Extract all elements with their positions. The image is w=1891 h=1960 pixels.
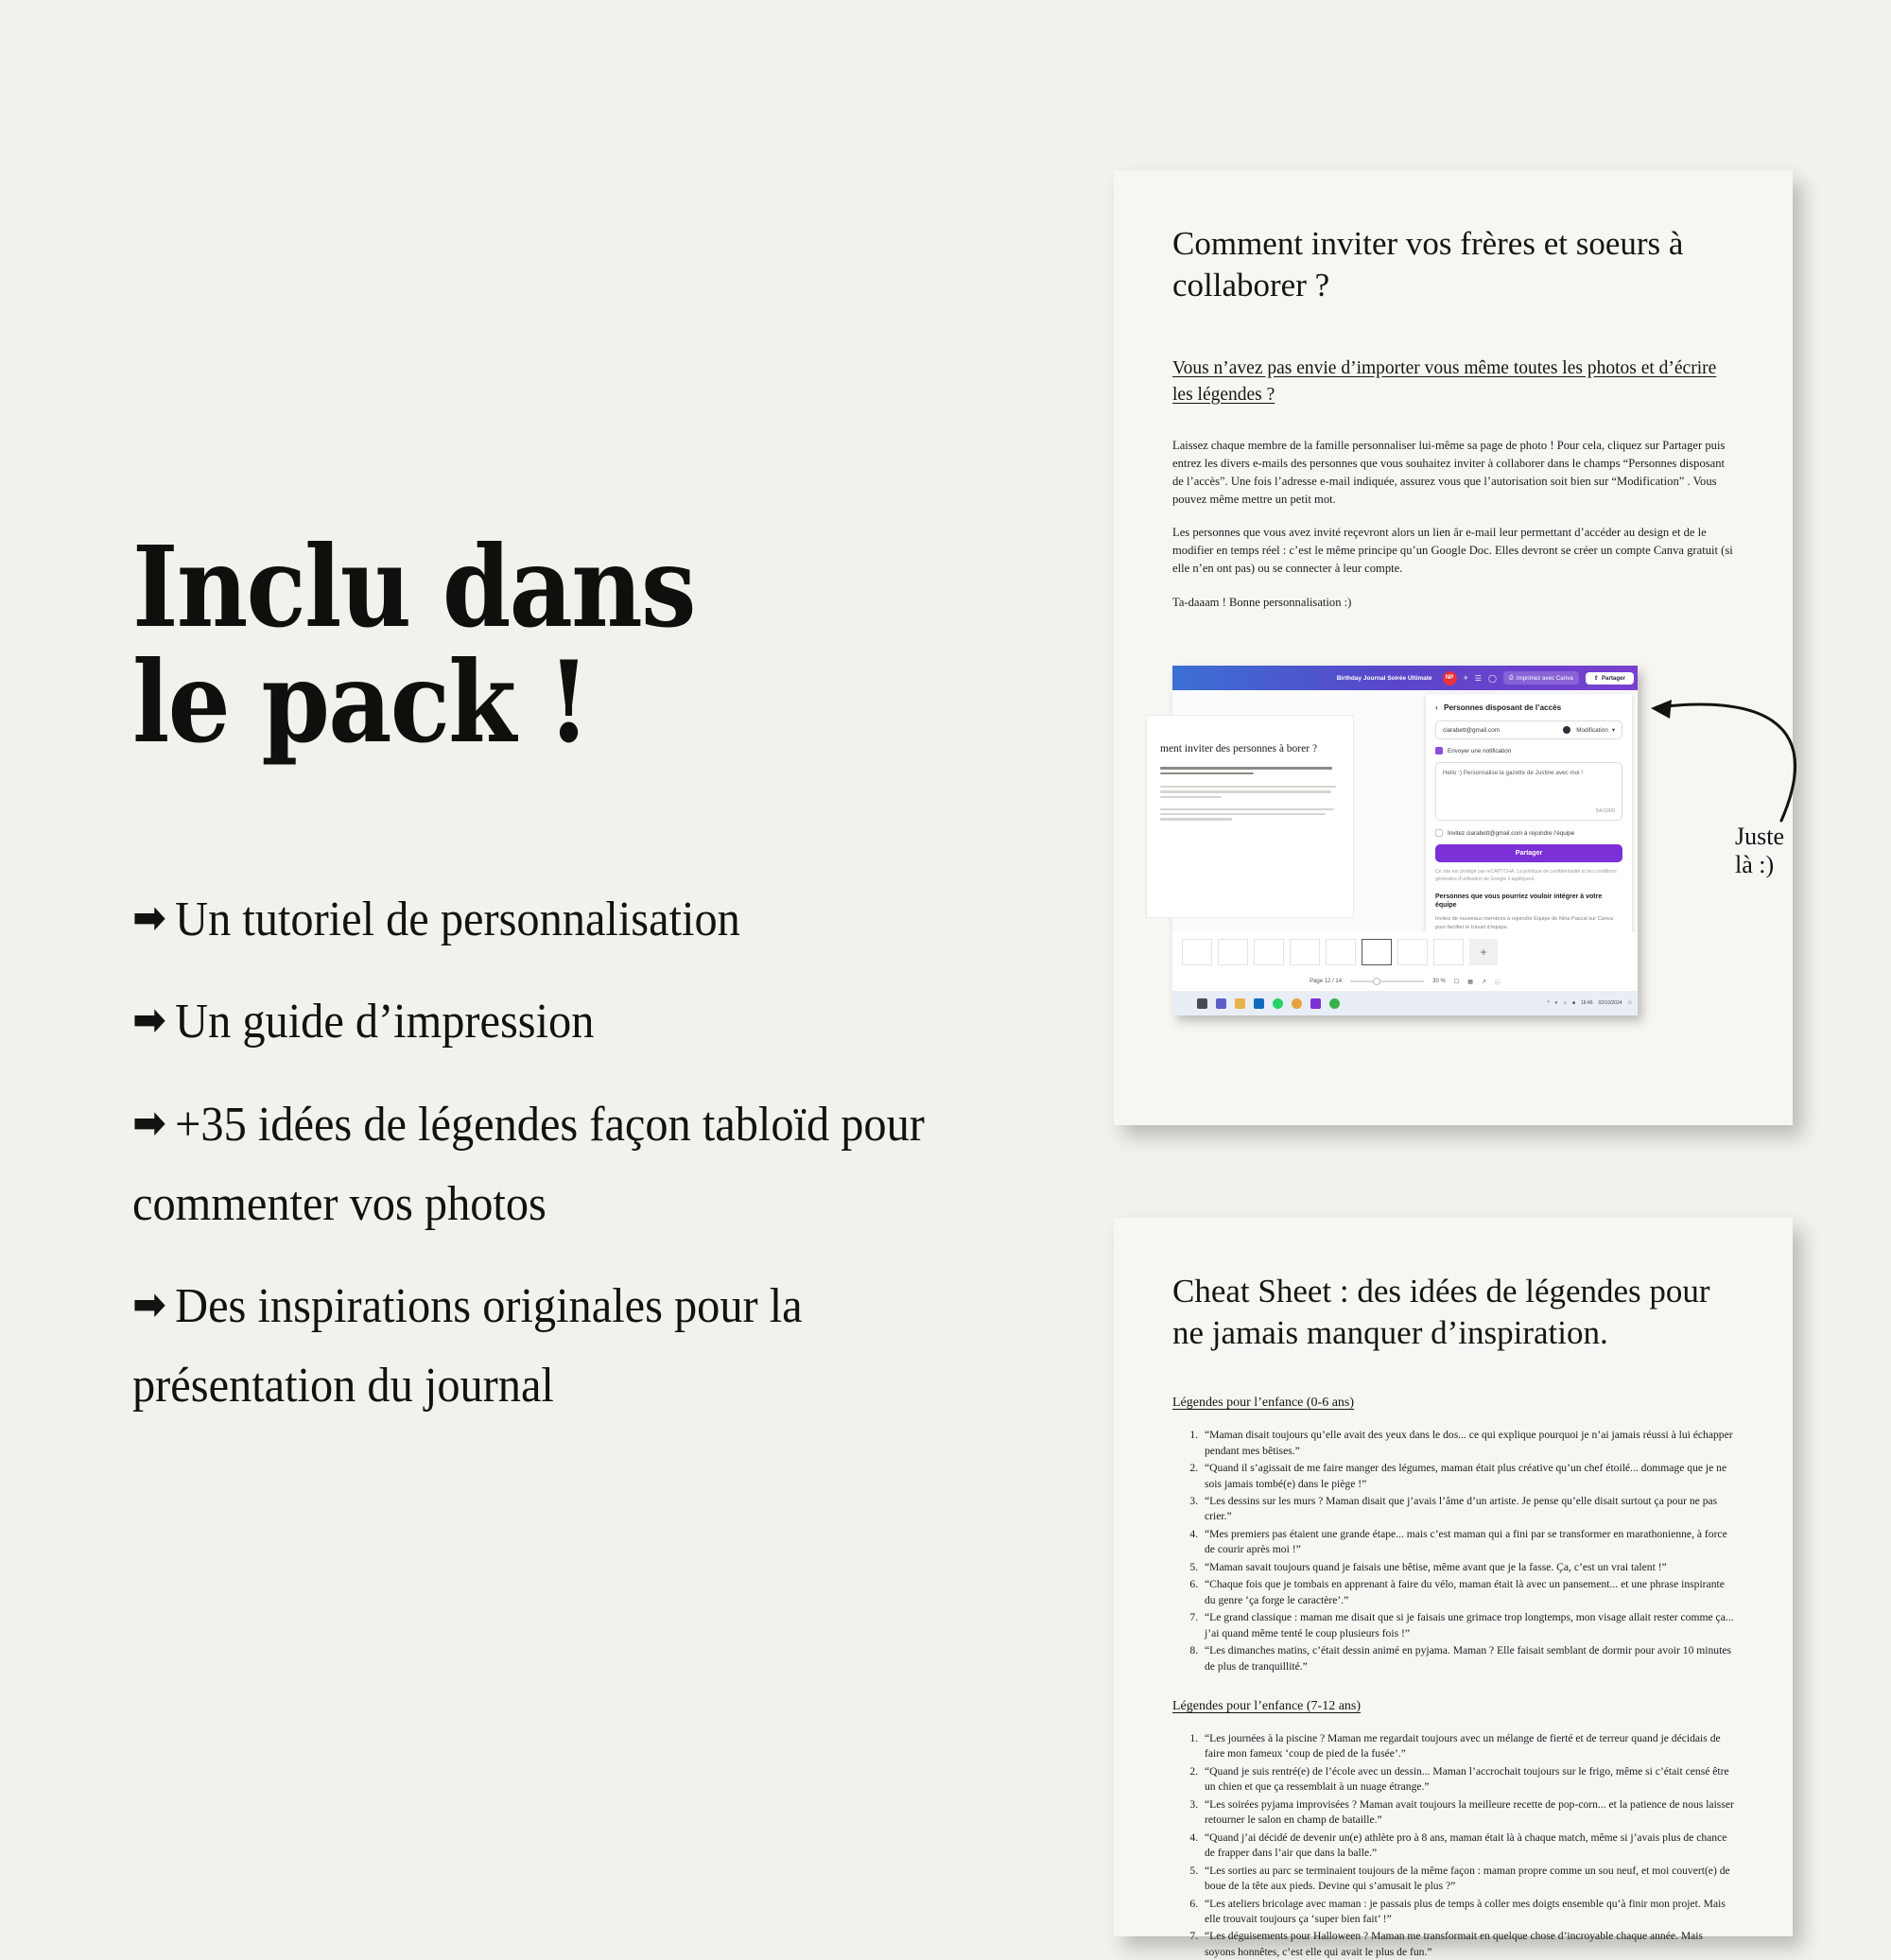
checkbox-checked-icon[interactable] — [1435, 747, 1443, 755]
list-item: 5. “Les sorties au parc se terminaient toujours de la même façon : maman propre comme un sou neuf, et moi couvert(e) de boue de la tête aux pieds. Devine qui s’amusait le plus ?” — [1201, 1864, 1736, 1895]
list-item-label: Un guide d’impression — [175, 995, 595, 1049]
back-chevron-icon[interactable]: ‹ — [1435, 702, 1438, 712]
print-with-canva-button[interactable] — [1503, 671, 1579, 685]
canvas-paragraph-block — [1160, 786, 1340, 798]
share-panel-header — [1435, 702, 1622, 712]
help-icon[interactable]: ⓘ — [1494, 980, 1501, 986]
gear-icon[interactable] — [1563, 726, 1570, 734]
annotation-label: Juste là :) — [1735, 823, 1784, 878]
add-page-button[interactable]: + — [1469, 939, 1498, 965]
arrow-right-icon: ➡ — [132, 1096, 164, 1148]
embedded-canva-screenshot — [1160, 666, 1638, 1015]
list-item: 6. “Les ateliers bricolage avec maman : je passais plus de temps à coller mes doigts ensemble qu’à finir mon projet. Mais elle trouvait toujours ça ‘super bien fait’ !” — [1201, 1897, 1736, 1928]
avatar: NP — [1443, 671, 1457, 685]
analytics-icon[interactable]: ☰ — [1474, 673, 1482, 683]
share-panel — [1426, 694, 1632, 942]
collaborator-email-value: ciarabett@gmail.com — [1443, 726, 1501, 734]
caption-section — [1172, 1699, 1736, 1960]
suggested-team-title: Personnes que vous pourriez vouloir intégrer à votre équipe — [1435, 893, 1603, 910]
list-item: 4. “Quand j’ai décidé de devenir un(e) athlète pro à 8 ans, maman était là à chaque match, même si j’avais plus de chance de frapper dans l’air que dans la balle.” — [1201, 1830, 1736, 1862]
start-icon[interactable] — [1197, 998, 1207, 1009]
message-textarea[interactable] — [1435, 762, 1622, 821]
zoom-slider-knob[interactable] — [1373, 978, 1380, 985]
tray-chevron-icon[interactable]: ^ — [1547, 1000, 1550, 1006]
canva-editor-body — [1160, 690, 1638, 945]
document-title: Cheat Sheet : des idées de légendes pour ne jamais manquer d’inspiration. — [1172, 1273, 1710, 1352]
fullscreen-icon[interactable]: ↗ — [1481, 979, 1486, 985]
message-value: Hello :) Personnalise la gazette de Justine avec moi ! — [1443, 770, 1584, 776]
canvas-underlined-block — [1160, 767, 1340, 774]
caption-list — [1201, 1731, 1736, 1960]
outlook-icon[interactable] — [1254, 998, 1264, 1009]
document-subtitle: Vous n’avez pas envie d’importer vous même toutes les photos et d’écrire les légendes ? — [1172, 358, 1717, 405]
clock-date: 02/10/2024 — [1598, 1000, 1622, 1006]
invite-team-label: Invitez ciarabett@gmail.com à rejoindre l’équipe — [1448, 829, 1575, 837]
document-preview-tutorial[interactable] — [1114, 170, 1793, 1125]
list-item: 7. “Les déguisements pour Halloween ? Maman me transformait en quelque chose d’incroyable chaque année. Mais soyons honnêtes, c’est elle qui avait le plus de fun.” — [1201, 1929, 1736, 1960]
volume-icon[interactable]: ♫ — [1563, 1000, 1567, 1006]
page-title — [132, 521, 981, 768]
editor-status-bar — [1172, 972, 1638, 991]
share-button[interactable] — [1586, 672, 1634, 685]
notify-label: Envoyer une notification — [1448, 747, 1512, 755]
share-button-label: Partager — [1601, 674, 1625, 682]
caption-list — [1201, 1428, 1736, 1674]
checkbox-unchecked-icon[interactable] — [1435, 829, 1443, 837]
comment-icon[interactable]: ◯ — [1487, 673, 1497, 683]
invite-team-checkbox-row[interactable] — [1435, 829, 1622, 837]
folder-icon[interactable] — [1235, 998, 1245, 1009]
document-content — [1114, 170, 1793, 1125]
list-item-label: Des inspirations originales pour la présentation du journal — [132, 1279, 803, 1414]
feature-list — [132, 880, 1040, 1426]
add-collaborator-icon[interactable]: + — [1463, 673, 1468, 683]
list-item — [132, 1267, 977, 1426]
page-indicator: Page 12 / 14 — [1310, 979, 1343, 984]
collaborator-email-row[interactable] — [1435, 720, 1622, 739]
arrow-right-icon: ➡ — [132, 994, 164, 1046]
canvas-paragraph-block — [1160, 808, 1340, 821]
zoom-slider[interactable] — [1350, 980, 1424, 982]
list-item: 6. “Chaque fois que je tombais en apprenant à faire du vélo, maman était là avec un pansement... et une phrase inspirante du genre ‘ça forge le caractère’.” — [1201, 1577, 1736, 1608]
battery-icon[interactable]: ■ — [1571, 1000, 1575, 1006]
share-icon: ⇧ — [1593, 674, 1599, 682]
char-counter: 54/1000 — [1595, 807, 1615, 814]
wifi-icon[interactable]: ▾ — [1554, 1000, 1558, 1006]
page-thumbnail[interactable] — [1326, 939, 1356, 965]
list-item-label: Un tutoriel de personnalisation — [175, 893, 740, 947]
recaptcha-legal-text: Ce site est protégé par reCAPTCHA. La politique de confidentialité et les conditions générales d’utilisation de Google s’appliquent. — [1435, 869, 1617, 882]
teams-icon[interactable] — [1216, 998, 1226, 1009]
list-item — [132, 982, 977, 1062]
list-item: 7. “Le grand classique : maman me disait que si je faisais une grimace trop longtemps, mon visage allait rester comme ça... j’ai quand même tenté le coup plusieurs fois !” — [1201, 1610, 1736, 1641]
canva-toolbar — [1172, 666, 1638, 690]
list-item: 2. “Quand il s’agissait de me faire manger des légumes, maman était plus créative qu’un chef étoilé... dommage que je ne sois jamais tombé(e) dans le piège !” — [1201, 1461, 1736, 1492]
list-item: 3. “Les dessins sur les murs ? Maman disait que j’avais l’âme d’un artiste. Je pense qu’elle disait surtout ça pour ne pas crier.” — [1201, 1494, 1736, 1525]
page-thumbnail[interactable] — [1290, 939, 1320, 965]
suggested-team-description: Invitez de nouveaux membres à rejoindre Équipe de Nina Pascal sur Canva pour faciliter le travail d’équipe. — [1435, 916, 1613, 930]
chevron-down-icon: ▾ — [1611, 726, 1615, 734]
page-thumbnail[interactable] — [1254, 939, 1284, 965]
section-heading: Légendes pour l’enfance (7-12 ans) — [1172, 1698, 1362, 1713]
section-heading: Légendes pour l’enfance (0-6 ans) — [1172, 1396, 1355, 1411]
document-title: Comment inviter vos frères et soeurs à collaborer ? — [1172, 225, 1684, 304]
list-item: 2. “Quand je suis rentré(e) de l’école avec un dessin... Maman l’accrochait toujours sur le frigo, même si c’était censé être un chien et que ça ressemblait à un nuage étrange.” — [1201, 1764, 1736, 1795]
zoom-level: 30 % — [1432, 979, 1446, 984]
arrow-right-icon: ➡ — [132, 892, 164, 944]
page-thumbnail[interactable] — [1397, 939, 1428, 965]
arrow-right-icon: ➡ — [132, 1278, 164, 1329]
list-item: 5. “Maman savait toujours quand je faisais une bêtise, même avant que je la fasse. Ça, c’est un vrai talent !” — [1201, 1560, 1736, 1575]
document-content — [1114, 1218, 1793, 1958]
permission-value: Modification — [1576, 726, 1608, 734]
print-button-label: Imprimez avec Canva — [1516, 674, 1573, 682]
clock-time: 16:46 — [1580, 1000, 1593, 1006]
canvas-page-title: ment inviter des personnes à borer ? — [1160, 743, 1318, 755]
printer-icon: ⎙ — [1508, 674, 1514, 681]
windows-taskbar[interactable] — [1172, 991, 1638, 1015]
page-thumbnail-strip[interactable] — [1172, 932, 1638, 972]
document-paragraph: Laissez chaque membre de la famille personnaliser lui-même sa page de photo ! Pour cela, cliquez sur Partager puis entrez les divers e-mails des personnes que vous souhaitez inviter à collaborer dans le champs “Personnes disposant de l’accès”. Une fois l’adresse e-mail indiquée, assurez vous que l’autorisation soit bien sur “Modification” . Vous pouvez même mettre un petit mot. — [1172, 438, 1726, 506]
chrome-icon[interactable] — [1292, 998, 1302, 1009]
present-icon[interactable]: ☐ — [1453, 979, 1460, 985]
list-item: 4. “Mes premiers pas étaient une grande étape... mais c’est maman qui a fini par se transformer en marathonienne, à force de courir après moi !” — [1201, 1527, 1736, 1558]
whatsapp-icon[interactable] — [1273, 998, 1283, 1009]
list-item — [132, 1085, 977, 1244]
page-thumbnail-selected[interactable] — [1362, 939, 1392, 965]
canva-design-title: Birthday Journal Soirée Ultimate — [1336, 674, 1432, 682]
document-preview-cheatsheet[interactable] — [1114, 1218, 1793, 1958]
browser-icon[interactable] — [1329, 998, 1340, 1009]
curved-arrow-icon — [1639, 679, 1866, 840]
document-paragraph: Les personnes que vous avez invité reçevront alors un lien âr e-mail leur permettant d’accéder au design et de le modifier en temps réel : c’est le même principe qu’un Google Doc. Elles devront se créer un compte Canva gratuit (si elle n’en ont pas) ou se connecter à leur compte. — [1172, 526, 1733, 576]
list-item: 3. “Les soirées pyjama improvisées ? Maman avait toujours la meilleure recette de pop-corn... et la patience de nous laisser retourner le salon en champ de bataille.” — [1201, 1797, 1736, 1829]
page-thumbnail[interactable] — [1218, 939, 1248, 965]
document-paragraph: Ta-daaam ! Bonne personnalisation :) — [1172, 595, 1352, 609]
canva-canvas-page — [1146, 715, 1354, 918]
notify-checkbox-row[interactable] — [1435, 747, 1622, 755]
page-thumbnail[interactable] — [1182, 939, 1212, 965]
grid-view-icon[interactable]: ▦ — [1467, 979, 1473, 985]
list-item: 8. “Les dimanches matins, c’était dessin animé en pyjama. Maman ? Elle faisait semblant de dormir pour avoir 10 minutes de plus de tranquillité.” — [1201, 1643, 1736, 1674]
share-submit-button[interactable]: Partager — [1435, 844, 1622, 862]
list-item: 1. “Les journées à la piscine ? Maman me regardait toujours avec un mélange de fierté et de terreur quand je décidais de faire mon fameux ‘coup de pied de la fusée’.” — [1201, 1731, 1736, 1762]
caption-section — [1172, 1396, 1736, 1674]
list-item-label: +35 idées de légendes façon tabloïd pour commenter vos photos — [132, 1097, 925, 1231]
headline-line-1: Inclu dans — [132, 521, 695, 652]
page-thumbnail[interactable] — [1433, 939, 1464, 965]
list-item — [132, 880, 977, 960]
share-panel-title: Personnes disposant de l’accès — [1444, 702, 1562, 712]
canva-app-icon[interactable] — [1310, 998, 1321, 1009]
notifications-icon[interactable]: ☉ — [1627, 1000, 1632, 1006]
headline-line-2: le pack ! — [132, 635, 589, 768]
list-item: 1. “Maman disait toujours qu’elle avait des yeux dans le dos... ce qui explique pourquoi je n’ai jamais réussi à lui échapper pendant mes bêtises.” — [1201, 1428, 1736, 1459]
left-panel — [132, 521, 1097, 1448]
permission-select[interactable] — [1576, 727, 1615, 734]
system-tray — [1547, 1000, 1632, 1006]
